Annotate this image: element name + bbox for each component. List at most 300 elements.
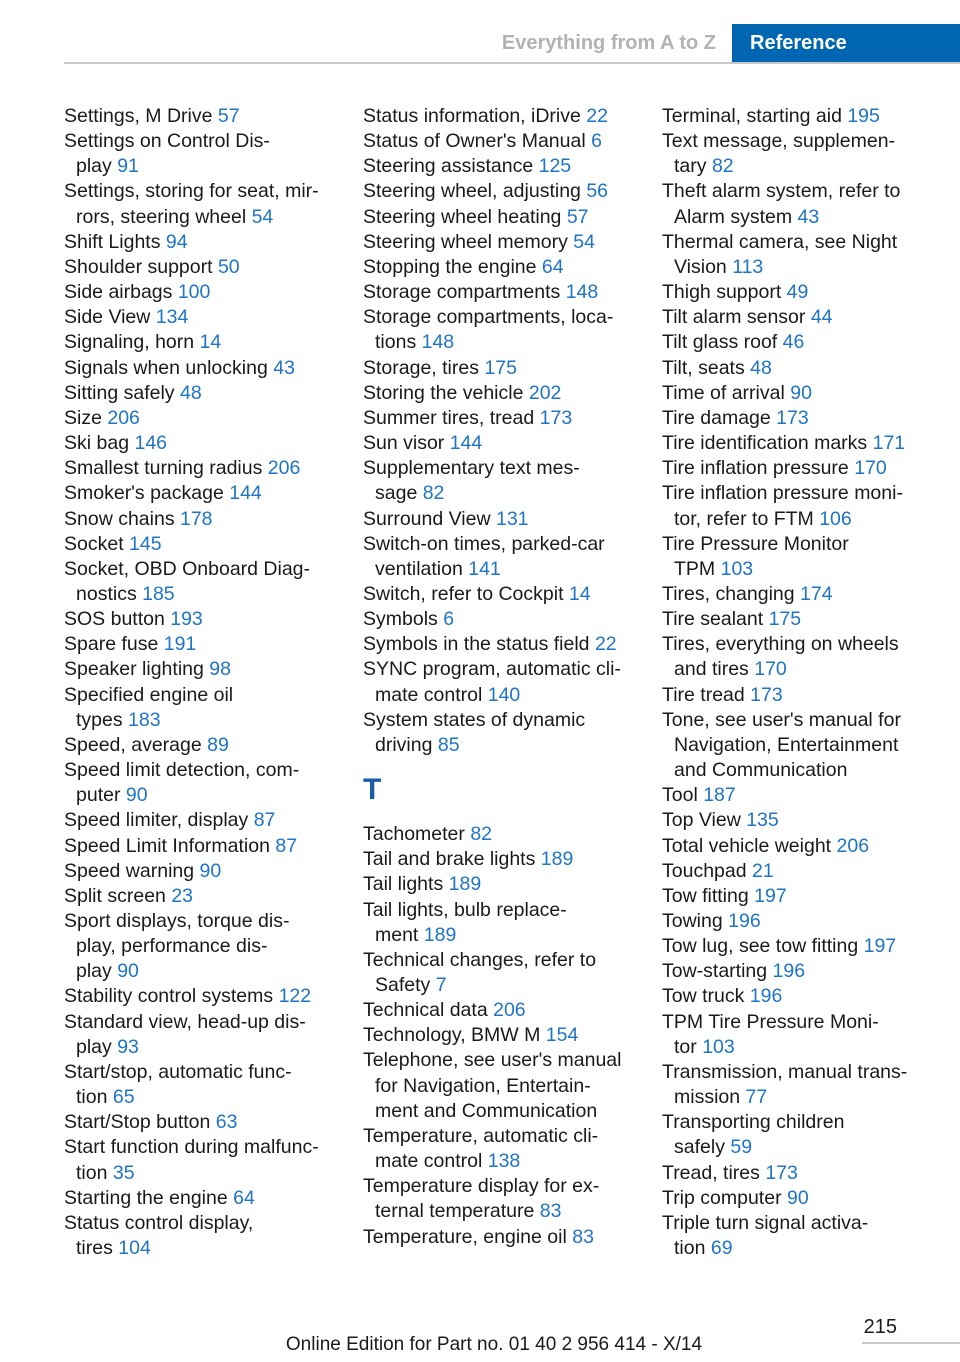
index-entry-text: Touchpad [662,859,752,882]
page-reference-link[interactable]: 135 [746,809,779,832]
page-reference-link[interactable]: 175 [768,608,802,631]
index-entry [662,104,924,129]
index-entry [64,607,340,632]
index-entry-text: Total vehicle weight [662,834,837,857]
page-reference-link[interactable]: 46 [782,331,805,354]
index-entry-text: Tire inflation pressure moni- tor, refer to FTM [662,482,903,530]
index-entry [662,834,924,859]
index-entry-text: Starting the engine [64,1186,234,1209]
index-entry-text: Steering wheel heating [363,205,567,228]
index-entry [662,708,924,783]
index-entry-text: Signals when unlocking [64,356,274,379]
page-reference-link[interactable]: 98 [209,658,231,681]
index-entry [64,683,340,733]
index-entry [64,230,340,255]
index-entry-text: Socket [64,532,130,555]
page-reference-link[interactable]: 14 [568,582,591,605]
page-reference-link[interactable]: 173 [750,683,783,706]
index-entry-text: Steering assistance [363,155,539,178]
index-entry [363,708,639,758]
index-entry-text: Speed limiter, display [64,809,254,832]
index-entry-text: Trip computer [662,1186,787,1209]
page-reference-link[interactable]: 91 [117,155,139,178]
page-reference-link[interactable]: 144 [449,432,483,455]
index-entry-text: Tow truck [662,985,750,1008]
page-reference-link[interactable]: 65 [112,1086,135,1109]
index-entry-text: Tow fitting [662,884,755,907]
index-entry [662,356,924,381]
page-reference-link[interactable]: 206 [107,406,140,429]
index-entry-text: Tire damage [662,406,777,429]
index-entry [662,330,924,355]
page-reference-link[interactable]: 196 [749,985,783,1008]
index-entry [662,230,924,280]
page-reference-link[interactable]: 21 [752,859,774,882]
index-entry-text: Telephone, see user's manual for Navigation, Entertain- ment and Communication [363,1049,622,1122]
index-entry [662,934,924,959]
index-entry-text: Stopping the engine [363,255,542,278]
page-reference-link[interactable]: 85 [437,733,460,756]
index-entry [662,683,924,708]
index-entry [662,984,924,1009]
index-entry [363,898,639,948]
index-entry-text: Tachometer [363,823,471,846]
index-entry [662,1060,924,1110]
index-entry [64,632,340,657]
page-reference-link[interactable]: 14 [199,331,222,354]
page-reference-link[interactable]: 140 [487,683,521,706]
page-reference-link[interactable]: 48 [179,381,202,404]
page-reference-link[interactable]: 202 [528,381,562,404]
index-entry-text: Tilt alarm sensor [662,306,811,329]
index-entry-text: Start/Stop button [64,1111,216,1134]
page-reference-link[interactable]: 138 [487,1150,521,1173]
page-reference-link[interactable]: 22 [594,633,617,656]
page-reference-link[interactable]: 206 [493,999,526,1022]
index-entry-text: Tires, everything on wheels and tires [662,633,899,681]
index-entry [64,657,340,682]
page-reference-link[interactable]: 193 [170,608,203,631]
page-reference-link[interactable]: 100 [177,281,211,304]
index-entry-text: Start function during malfunc- tion [64,1136,319,1184]
index-entry [363,582,639,607]
page-reference-link[interactable]: 131 [495,507,529,530]
index-entry [662,632,924,682]
index-entry-text: Technology, BMW M [363,1024,546,1047]
index-entry-text: Sun visor [363,432,450,455]
page-reference-link[interactable]: 174 [800,582,833,605]
index-entry-text: Storage, tires [363,356,485,379]
index-entry-text: Tail lights, bulb replace- ment [363,898,567,946]
index-entry [64,179,340,229]
index-column-1 [64,104,340,1261]
page-reference-link[interactable]: 196 [728,910,761,932]
page-reference-link[interactable]: 93 [117,1035,139,1058]
index-entry [662,1161,924,1186]
page-reference-link[interactable]: 48 [750,356,772,379]
index-entry-text: Steering wheel, adjusting [363,180,587,203]
index-entry [363,179,639,204]
index-entry [363,356,639,381]
index-entry [662,179,924,229]
index-entry-text: Temperature, automatic cli- mate control [363,1124,599,1173]
page-reference-link[interactable]: 64 [541,255,564,278]
index-entry [363,280,639,305]
index-entry-text: Spare fuse [64,633,164,656]
index-entry-text: Time of arrival [662,381,791,404]
page-reference-link[interactable]: 148 [565,281,599,304]
page-reference-link[interactable]: 90 [199,859,222,882]
page-reference-link[interactable]: 178 [179,507,213,530]
index-entry-text: Theft alarm system, refer to Alarm system [662,180,901,228]
index-entry-text: Temperature, engine oil [363,1225,573,1248]
index-entry [363,532,639,582]
page-reference-link[interactable]: 82 [422,482,445,505]
index-entry [363,872,639,897]
page-reference-link[interactable]: 87 [275,834,298,857]
page-reference-link[interactable]: 144 [229,482,262,505]
index-entry [662,607,924,632]
page-reference-link[interactable]: 195 [847,105,880,127]
index-entry [662,129,924,179]
index-entry [662,1110,924,1160]
page-reference-link[interactable]: 50 [217,255,240,278]
index-entry [363,998,639,1023]
index-entry-text: SYNC program, automatic cli- mate control [363,658,621,706]
index-entry-text: Thigh support [662,281,787,304]
page-reference-link[interactable]: 154 [545,1024,579,1047]
page-reference-link[interactable]: 185 [142,582,175,605]
page-reference-link[interactable]: 90 [125,784,148,807]
page-reference-link[interactable]: 83 [572,1225,594,1248]
index-entry [662,1186,924,1211]
page-reference-link[interactable]: 197 [754,884,787,907]
index-entry [64,356,340,381]
index-entry-text: Signaling, horn [64,331,200,354]
header-section-title: Everything from A to Z [501,32,716,54]
index-entry [64,1010,340,1060]
index-entry-text: Triple turn signal activa- tion [662,1211,869,1260]
page-reference-link[interactable]: 170 [754,658,787,681]
page-reference-link[interactable]: 6 [443,608,455,631]
page-number: 215 [863,1316,897,1338]
page-reference-link[interactable]: 103 [720,557,754,580]
page-reference-link[interactable]: 63 [215,1111,238,1134]
page-reference-link[interactable]: 77 [745,1086,768,1109]
index-entry-text: Switch, refer to Cockpit [363,582,569,605]
page-reference-link[interactable]: 196 [772,960,806,983]
index-entry [363,381,639,406]
page-reference-link[interactable]: 23 [171,884,194,907]
page-reference-link[interactable]: 87 [253,809,276,832]
index-entry-text: Tire identification marks [662,432,873,455]
index-entry-text: Tilt glass roof [662,331,783,354]
page-reference-link[interactable]: 173 [539,406,573,429]
index-entry-text: Split screen [64,884,172,907]
index-entry [363,1048,639,1123]
index-entry [363,431,639,456]
index-entry-text: SOS button [64,608,171,631]
index-entry-text: Surround View [363,507,496,530]
index-entry [64,984,340,1009]
page-reference-link[interactable]: 49 [786,281,809,304]
index-entry [64,456,340,481]
index-entry-text: Temperature display for ex- ternal temperature [363,1175,600,1223]
page-reference-link[interactable]: 197 [863,935,897,958]
index-entry [64,280,340,305]
index-entry [363,205,639,230]
page-reference-link[interactable]: 104 [118,1237,151,1260]
index-entry-text: Switch-on times, parked-car ventilation [363,532,605,580]
index-entry-text: Storing the vehicle [363,381,529,404]
index-entry-text: Ski bag [64,432,135,455]
index-entry-text: Transporting children safely [662,1111,845,1159]
index-entry [64,481,340,506]
index-entry [662,431,924,456]
index-entry-text: Shift Lights [64,230,166,253]
page-reference-link[interactable]: 44 [810,306,833,329]
page-reference-link[interactable]: 122 [278,985,312,1008]
index-entry-text: Tow-starting [662,960,773,983]
index-entry-text: Tail lights [363,873,449,896]
page-reference-link[interactable]: 90 [786,1186,809,1209]
index-entry [662,532,924,582]
index-entry [662,1211,924,1261]
index-entry [64,758,340,808]
page-reference-link[interactable]: 69 [710,1237,733,1260]
page-reference-link[interactable]: 206 [267,457,301,480]
index-entry-text: Snow chains [64,507,180,530]
page-reference-link[interactable]: 146 [134,432,168,455]
index-entry-text: Status of Owner's Manual [363,130,592,153]
index-entry [662,381,924,406]
index-entry-text: Top View [662,809,747,832]
index-entry-text: Speaker lighting [64,658,210,681]
index-entry [64,1211,340,1261]
index-entry-text: Tone, see user's manual for Navigation, Entertainment and Communication [662,708,901,782]
index-entry [363,607,639,632]
index-entry-text: Start/stop, automatic func- tion [64,1060,292,1109]
index-entry-text: Specified engine oil types [64,683,234,731]
page-reference-link[interactable]: 145 [129,532,162,555]
footer-edition: Online Edition for Part no. 01 40 2 956 414 - X/14 [285,1334,703,1355]
page-reference-link[interactable]: 189 [448,873,482,896]
index-entry [363,406,639,431]
index-entry [363,507,639,532]
index-entry-text: Steering wheel memory [363,230,574,253]
index-entry-text: Speed Limit Information [64,834,276,857]
index-entry [363,1023,639,1048]
page-reference-link[interactable]: 106 [819,507,852,530]
index-entry [64,1135,340,1185]
page-reference-link[interactable]: 35 [112,1161,135,1184]
page-reference-link[interactable]: 22 [586,105,608,127]
index-entry-text: Stability control systems [64,985,279,1008]
index-entry-text: Tire tread [662,683,751,706]
index-entry-text: Storage compartments [363,281,566,304]
index-entry [363,822,639,847]
index-entry [363,255,639,280]
index-column-3 [662,104,924,1261]
page-reference-link[interactable]: 134 [155,306,189,329]
page-reference-link[interactable]: 56 [586,180,609,203]
index-entry-text: Side View [64,306,156,329]
index-entry-text: Text message, supplemen- tary [662,130,896,178]
page-reference-link[interactable]: 187 [703,784,736,807]
index-entry [363,230,639,255]
index-entry-text: Tool [662,784,704,807]
page-reference-link[interactable]: 54 [573,230,595,253]
page-reference-link[interactable]: 170 [854,457,887,480]
index-entry [64,884,340,909]
index-entry [64,255,340,280]
index-entry [64,305,340,330]
page-reference-link[interactable]: 183 [128,708,161,731]
index-entry [662,783,924,808]
index-entry [64,507,340,532]
index-entry-text: Sitting safely [64,381,180,404]
index-entry-text: Socket, OBD Onboard Diag- nostics [64,557,311,605]
index-entry [662,859,924,884]
index-entry-text: Summer tires, tread [363,406,540,429]
index-entry-text: Side airbags [64,281,178,304]
index-entry [363,104,639,129]
index-entry [64,1110,340,1135]
page-reference-link[interactable]: 57 [566,205,589,228]
index-entry [363,305,639,355]
index-entry-text: System states of dynamic driving [363,708,586,756]
index-entry-text: TPM Tire Pressure Moni- tor [662,1010,879,1058]
index-entry-text: Tilt, seats [662,356,751,379]
index-entry [64,557,340,607]
index-entry [64,909,340,984]
index-entry [363,129,639,154]
index-entry-text: Tread, tires [662,1161,766,1184]
page-header [64,24,960,64]
index-entry [64,834,340,859]
index-entry-text: Symbols [363,608,444,631]
index-entry-text: Shoulder support [64,255,218,278]
index-entry [662,909,924,934]
index-entry-text: Tire sealant [662,608,769,631]
index-entry-text: Terminal, starting aid [662,105,848,127]
index-entry-text: Sport displays, torque dis- play, performance dis- play [64,910,290,983]
index-entry [64,733,340,758]
page-reference-link[interactable]: 43 [797,205,820,228]
index-entry-text: Supplementary text mes- sage [363,457,580,505]
index-entry [363,948,639,998]
index-entry [363,847,639,872]
index-entry-text: Speed, average [64,733,208,756]
page-reference-link[interactable]: 82 [711,155,734,178]
index-entry-text: Tow lug, see tow fitting [662,935,864,958]
index-entry [363,1225,639,1250]
page-reference-link[interactable]: 173 [765,1161,798,1184]
section-letter: T [363,773,382,807]
page-reference-link[interactable]: 103 [702,1035,735,1058]
index-entry [662,884,924,909]
index-entry-text: Tire inflation pressure [662,457,855,480]
index-entry [64,859,340,884]
index-entry-text: Speed warning [64,859,200,882]
page-reference-link[interactable]: 173 [776,406,809,429]
page-reference-link[interactable]: 94 [165,230,188,253]
index-entry-text: Technical data [363,999,494,1022]
index-entry [662,582,924,607]
page-reference-link[interactable]: 125 [538,155,572,178]
index-entry-text: Technical changes, refer to Safety [363,948,597,996]
index-entry [64,129,340,179]
index-entry-text: Towing [662,910,729,932]
index-entry [64,330,340,355]
index-entry [662,305,924,330]
page-reference-link[interactable]: 57 [217,105,240,127]
page-reference-link[interactable]: 82 [470,823,493,846]
index-entry [363,456,639,506]
index-entry [64,1060,340,1110]
header-reference-tab: Reference [732,24,960,62]
index-entry-text: Tires, changing [662,582,801,605]
page-reference-link[interactable]: 189 [423,923,457,946]
index-column-2 [363,104,639,1250]
index-entry [662,959,924,984]
index-entry-text: Symbols in the status field [363,633,595,656]
page-reference-link[interactable]: 191 [163,633,197,656]
page-reference-link[interactable]: 64 [233,1186,255,1209]
page-reference-link[interactable]: 90 [790,381,812,404]
page-reference-link[interactable]: 59 [730,1136,753,1159]
index-entry-text: Status information, iDrive [363,105,587,127]
index-entry-text: Settings on Control Dis- play [64,130,270,178]
page-reference-link[interactable]: 54 [251,205,274,228]
page-reference-link[interactable]: 175 [484,356,517,379]
index-entry-text: Thermal camera, see Night Vision [662,230,898,278]
index-entry [64,532,340,557]
page-reference-link[interactable]: 89 [207,733,229,756]
page-reference-link[interactable]: 90 [117,960,139,983]
index-entry [363,1174,639,1224]
page-reference-link[interactable]: 7 [435,974,447,996]
index-entry [64,431,340,456]
index-entry-text: Tire Pressure Monitor TPM [662,532,849,580]
index-entry-text: Smallest turning radius [64,457,268,480]
page-reference-link[interactable]: 141 [468,557,501,580]
index-entry [363,657,639,707]
index-entry-text: Transmission, manual trans- mission [662,1060,908,1109]
index-entry-text: Standard view, head-up dis- play [64,1010,306,1058]
index-entry [662,808,924,833]
page-reference-link[interactable]: 171 [872,432,906,455]
page-reference-link[interactable]: 189 [540,848,574,871]
page-reference-link[interactable]: 113 [732,255,764,278]
page-reference-link[interactable]: 206 [836,834,870,857]
index-entry-text: Tail and brake lights [363,848,541,871]
index-entry-text: Storage compartments, loca- tions [363,306,614,354]
index-entry-text: Settings, storing for seat, mir- rors, steering wheel [64,180,319,228]
page-reference-link[interactable]: 6 [591,130,602,153]
page-reference-link[interactable]: 148 [421,331,455,354]
index-entry-text: Settings, M Drive [64,105,218,127]
index-entry [662,1010,924,1060]
page-reference-link[interactable]: 43 [273,356,295,379]
index-entry [64,104,340,129]
index-entry-text: Smoker's package [64,482,230,505]
index-entry-text: Speed limit detection, com- puter [64,759,300,807]
page-reference-link[interactable]: 83 [539,1200,562,1223]
index-entry-text: Status control display, tires [64,1211,254,1260]
index-entry [662,406,924,431]
index-entry [64,1186,340,1211]
